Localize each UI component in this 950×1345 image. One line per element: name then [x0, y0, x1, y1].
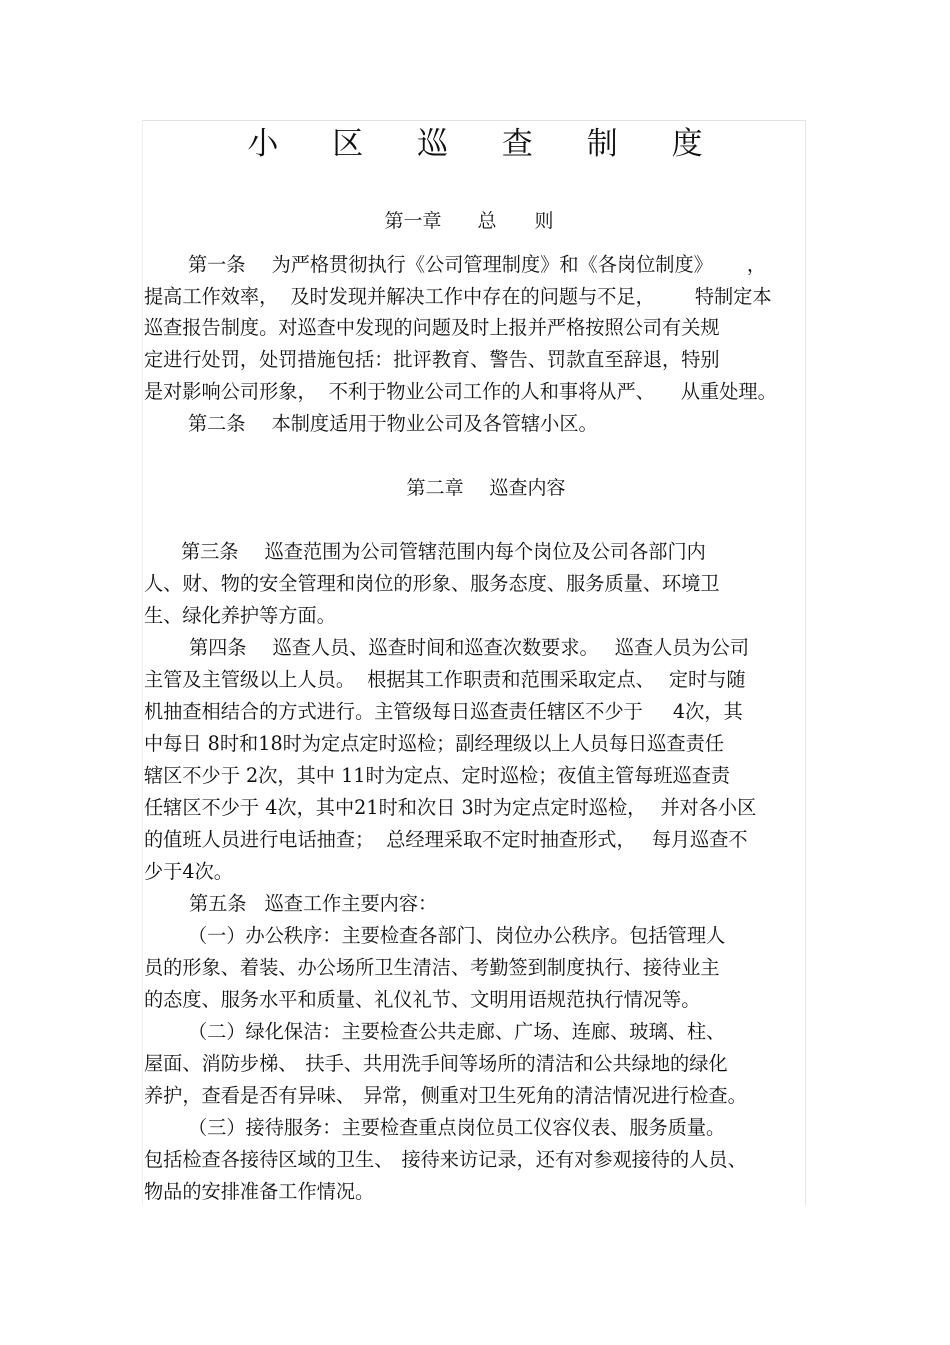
article-4-line-1: 第四条 巡查人员、巡查时间和巡查次数要求。 巡查人员为公司 — [189, 636, 750, 659]
article-5: 第五条 巡查工作主要内容： — [189, 892, 438, 915]
article-2-label: 第二条 — [188, 412, 246, 435]
chapter-1-title: 总 则 — [477, 210, 554, 232]
article-1-label: 第一条 — [188, 253, 246, 276]
article-4-line-6: 任辖区不少于 4次，其中21时和次日 3时为定点定时巡检， 并对各小区 — [144, 796, 757, 819]
article-4-line-7: 的值班人员进行电话抽查； 总经理采取不定时抽查形式， 每月巡查不 — [144, 828, 748, 851]
article-1-line-3: 巡查报告制度。对巡查中发现的问题及时上报并严格按照公司有关规 — [144, 316, 720, 339]
article-4-line-8: 少于4次。 — [144, 860, 233, 883]
article-3-label: 第三条 — [181, 540, 239, 563]
chapter-1-number: 第一章 — [384, 210, 442, 232]
item-1-line-1: （一）办公秩序：主要检查各部门、岗位办公秩序。包括管理人 — [188, 924, 726, 947]
article-3-line-2: 人、财、物的安全管理和岗位的形象、服务态度、服务质量、环境卫 — [144, 572, 720, 595]
article-4-line-2: 主管及主管级以上人员。 根据其工作职责和范围采取定点、 定时与随 — [144, 668, 746, 691]
item-1-line-3: 的态度、服务水平和质量、礼仪礼节、文明用语规范执行情况等。 — [144, 988, 701, 1011]
article-2: 第二条 本制度适用于物业公司及各管辖小区。 — [188, 412, 598, 435]
article-3-line-1: 第三条 巡查范围为公司管辖范围内每个岗位及公司各部门内 — [181, 540, 706, 563]
item-3-line-3: 物品的安排准备工作情况。 — [144, 1180, 375, 1203]
item-1-line-2: 员的形象、着装、办公场所卫生清洁、考勤签到制度执行、接待业主 — [144, 956, 720, 979]
article-4-label: 第四条 — [189, 636, 247, 659]
chapter-1-heading — [0, 207, 944, 235]
item-2-line-3: 养护，查看是否有异味、 异常，侧重对卫生死角的清洁情况进行检查。 — [144, 1084, 747, 1107]
article-4-line-3: 机抽查相结合的方式进行。主管级每日巡查责任辖区不少于 4次，其 — [144, 700, 743, 723]
item-3-line-2: 包括检查各接待区域的卫生、 接待来访记录，还有对参观接待的人员、 — [144, 1148, 747, 1171]
item-2-line-2: 屋面、消防步梯、 扶手、共用洗手间等场所的清洁和公共绿地的绿化 — [144, 1052, 728, 1075]
article-4-line-5: 辖区不少于 2次，其中 11时为定点、定时巡检；夜值主管每班巡查责 — [144, 764, 731, 787]
article-1-line-2: 提高工作效率， 及时发现并解决工作中存在的问题与不足， 特制定本 — [144, 285, 772, 308]
article-1-line-4: 定进行处罚，处罚措施包括：批评教育、警告、罚款直至辞退，特别 — [144, 348, 720, 371]
article-5-label: 第五条 — [189, 892, 247, 915]
article-4-line-4: 中每日 8时和18时为定点定时巡检；副经理级以上人员每日巡查责任 — [144, 732, 724, 755]
item-3-line-1: （三）接待服务：主要检查重点岗位员工仪容仪表、服务质量。 — [188, 1116, 726, 1139]
document-title: 小 区 巡 查 制 度 — [247, 126, 725, 162]
chapter-2-heading — [11, 474, 950, 502]
chapter-2-number: 第二章 — [406, 477, 464, 499]
article-3-line-3: 生、绿化养护等方面。 — [144, 604, 336, 627]
item-2-line-1: （二）绿化保洁：主要检查公共走廊、广场、连廊、玻璃、柱、 — [188, 1020, 726, 1043]
article-1-line-1: 第一条 为严格贯彻执行《公司管理制度》和《各岗位制度》 ， — [188, 253, 767, 276]
article-1-line-5: 是对影响公司形象， 不利于物业公司工作的人和事将从严、 从重处理。 — [144, 380, 777, 403]
chapter-2-title: 巡查内容 — [489, 477, 566, 499]
